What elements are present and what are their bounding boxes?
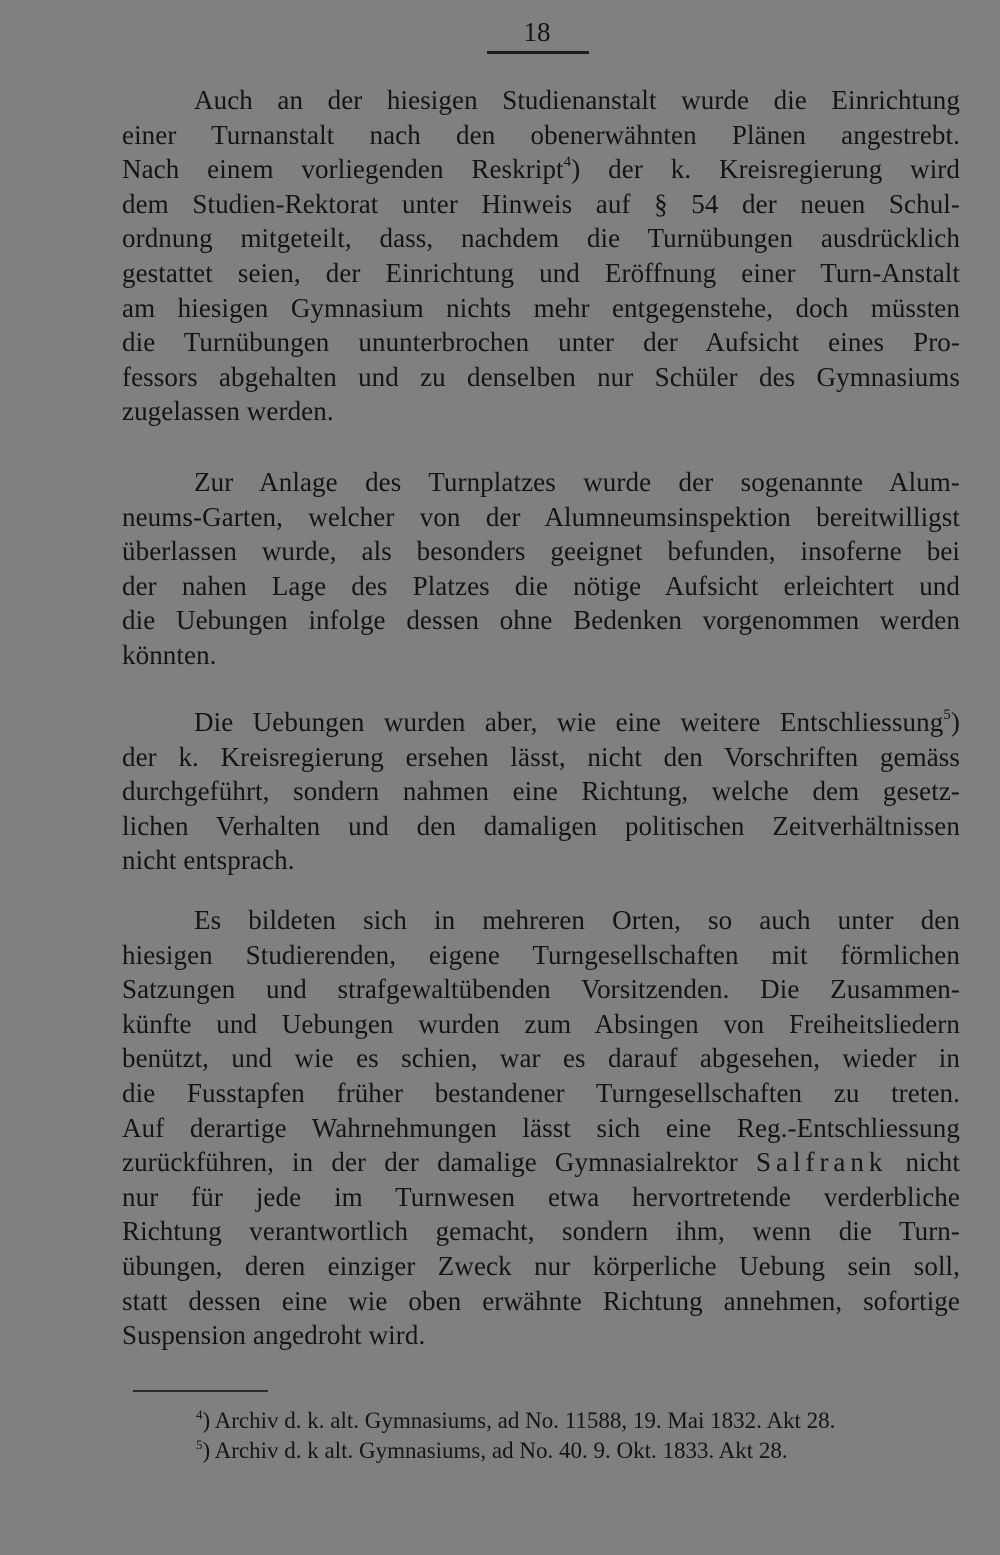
footnote-reference: 4 [563,154,572,171]
line-text: benützt, und wie es schien, war es darauf abgesehen, wieder in [122,1043,960,1074]
footnote-separator [133,1390,268,1392]
text-line [122,1145,960,1180]
text-line [122,1041,960,1076]
line-text: Richtung verantwortlich gemacht, sondern ihm, wenn die Turn- [122,1216,960,1247]
text-line [122,569,960,604]
line-text: statt dessen eine wie oben erwähnte Richtung annehmen, sofortige [122,1285,960,1316]
footnote-4 [196,1406,966,1436]
line-text: nicht entsprach. [122,845,295,876]
line-text: Auf derartige Wahrnehmungen lässt sich eine Reg.-Entschliessung [122,1112,960,1143]
line-text: neums-Garten, welcher von der Alumneumsinspektion bereitwilligst [122,501,960,532]
line-text: zugelassen werden. [122,396,334,427]
footnote-text: ) Archiv d. k. alt. Gymnasiums, ad No. 11588, 19. Mai 1832. Akt 28. [202,1408,836,1433]
text-line [122,740,960,775]
paragraph-1 [122,83,960,429]
text-line [122,705,960,740]
line-text: einer Turnanstalt nach den obenerwähnten Plänen angestrebt. [122,119,960,150]
line-text: Die Uebungen wurden aber, wie eine weitere Entschliessung [194,707,944,737]
text-line [122,1007,960,1042]
line-text: Zur Anlage des Turnplatzes wurde der sogenannte Alum- [194,467,960,497]
text-line [122,843,960,878]
line-text: lichen Verhalten und den damaligen politischen Zeitverhältnissen [122,810,960,841]
line-text: der nahen Lage des Platzes die nötige Aufsicht erleichtert und [122,570,960,601]
text-line [122,1214,960,1249]
text-line [122,394,960,429]
line-text: am hiesigen Gymnasium nichts mehr entgegenstehe, doch müssten [122,292,960,323]
text-line [122,903,960,938]
line-text: die Fusstapfen früher bestandener Turngesellschaften zu treten. [122,1077,960,1108]
text-line [122,500,960,535]
text-line [122,152,960,187]
line-text: fessors abgehalten und zu denselben nur Schüler des Gymnasiums [122,361,960,392]
text-line [122,83,960,118]
line-text: überlassen wurde, als besonders geeignet befunden, insoferne bei [122,536,960,567]
footnote-text: ) Archiv d. k alt. Gymnasiums, ad No. 40. 9. Okt. 1833. Akt 28. [202,1438,788,1463]
line-text: dem Studien-Rektorat unter Hinweis auf § 54 der neuen Schul- [122,188,960,219]
text-line [122,465,960,500]
text-line [122,325,960,360]
text-line [122,221,960,256]
line-text: Auch an der hiesigen Studienanstalt wurde die Einrichtung [194,85,960,115]
page-number: 18 [523,17,551,47]
line-text: Es bildeten sich in mehreren Orten, so auch unter den [194,905,960,935]
paragraph-4 [122,903,960,1353]
line-text: übungen, deren einziger Zweck nur körperliche Uebung sein soll, [122,1250,960,1281]
page-number-rule [487,51,589,54]
line-text: nicht [887,1147,960,1178]
line-text: die Turnübungen ununterbrochen unter der Aufsicht eines Pro- [122,327,960,358]
text-line [122,774,960,809]
line-text: künfte und Uebungen wurden zum Absingen von Freiheitsliedern [122,1008,960,1039]
text-line [122,1111,960,1146]
text-line [122,118,960,153]
text-line [122,1318,960,1353]
text-line [122,1249,960,1284]
line-text: zurückführen, in der der damalige Gymnasialrektor [122,1147,756,1178]
line-text: ) [950,707,960,737]
footnote-5 [196,1436,966,1466]
line-text: hiesigen Studierenden, eigene Turngesellschaften mit förmlichen [122,939,960,970]
footnote-mark: 4 [196,1407,203,1422]
text-line [122,938,960,973]
paragraph-3 [122,705,960,878]
footnotes [196,1406,966,1466]
paragraph-2 [122,465,960,673]
text-line [122,972,960,1007]
line-text: Satzungen und strafgewaltübenden Vorsitzenden. Die Zusammen- [122,974,960,1005]
line-text: der k. Kreisregierung ersehen lässt, nicht den Vorschriften gemäss [122,741,960,772]
footnote-mark: 5 [196,1437,203,1452]
footnote-reference: 5 [943,707,951,723]
line-text: Nach einem vorliegenden Reskript [122,154,564,185]
text-line [122,603,960,638]
line-text: die Uebungen infolge dessen ohne Bedenken vorgenommen werden [122,605,960,636]
line-text: gestattet seien, der Einrichtung und Eröffnung einer Turn-Anstalt [122,257,960,288]
text-line [122,256,960,291]
line-text: nur für jede im Turnwesen etwa hervortretende verderbliche [122,1181,960,1212]
line-text: durchgeführt, sondern nahmen eine Richtung, welche dem gesetz- [122,776,960,807]
text-line [122,187,960,222]
text-line [122,809,960,844]
emphasized-name: Salfrank [755,1147,888,1178]
line-text: ) der k. Kreisregierung wird [571,154,960,185]
line-text: könnten. [122,639,217,670]
line-text: Suspension angedroht wird. [122,1320,426,1351]
text-line [122,291,960,326]
text-line [122,360,960,395]
line-text: ordnung mitgeteilt, dass, nachdem die Turnübungen ausdrücklich [122,223,960,254]
text-line [122,638,960,673]
text-line [122,534,960,569]
text-line [122,1284,960,1319]
text-line [122,1180,960,1215]
text-line [122,1076,960,1111]
